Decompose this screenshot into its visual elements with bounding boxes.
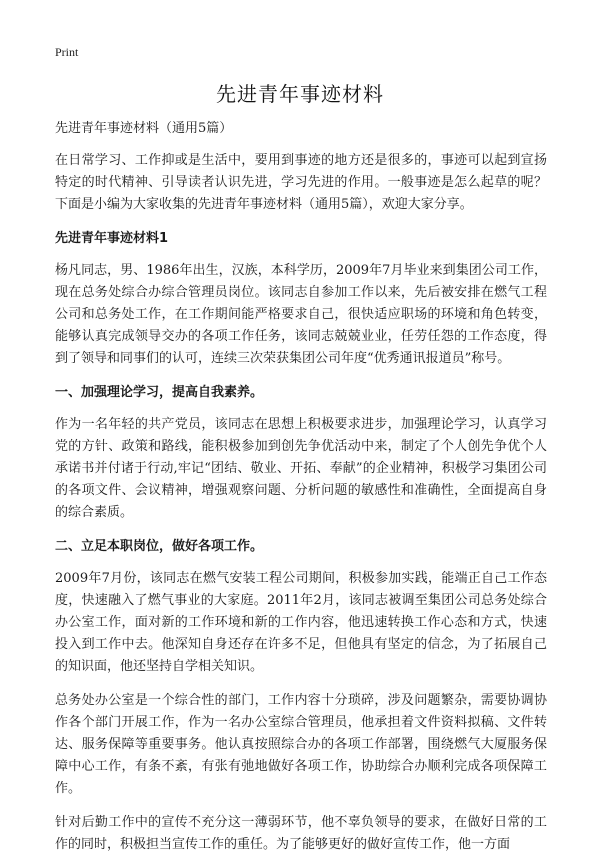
document-title: 先进青年事迹材料 [216,82,384,106]
section-heading-work: 二、立足本职岗位，做好各项工作。 [55,539,264,554]
print-link[interactable]: Print [55,45,79,59]
paragraph-work-history: 2009年7月份，该同志在燃气安装工程公司期间，积极参加实践，能端正自己工作态度，快速融入了燃气事业的大家庭。2011年2月，该同志被调至集团公司总务处综合办公室工作，面对新的工作环境和新的工作内容，他迅速转换工作心态和方式，快速投入到工作中去。他深知自身还存在许多不足，但他具有坚定的信念，为了拓展自己的知识面，他还坚持自学相关知识。 [55,571,547,674]
article-heading: 先进青年事迹材料1 [55,231,169,246]
paragraph-publicity: 针对后勤工作中的宣传不充分这一薄弱环节，他不辜负领导的要求，在做好日常的工作的同时，积极担当宣传工作的重任。为了能够更好的做好宣传工作，他一方面 [55,815,547,852]
document-body [55,118,547,868]
document-subtitle: 先进青年事迹材料（通用5篇） [55,121,233,136]
paragraph-office-duties: 总务处办公室是一个综合性的部门，工作内容十分琐碎，涉及问题繁杂，需要协调协作各个部门开展工作，作为一名办公室综合管理员，他承担着文件资料拟稿、文件转达、服务保障等重要事务。他认真按照综合办的各项工作部署，围绕燃气大厦服务保障中心工作，有条不紊，有张有弛地做好各项工作，协助综合办顺利完成各项保障工作。 [55,693,547,796]
intro-paragraph: 在日常学习、工作抑或是生活中，要用到事迹的地方还是很多的，事迹可以起到宣扬特定的时代精神、引导读者认识先进，学习先进的作用。一般事迹是怎么起草的呢？下面是小编为大家收集的先进青年事迹材料（通用5篇），欢迎大家分享。 [55,153,547,212]
paragraph-profile: 杨凡同志，男、1986年出生，汉族，本科学历，2009年7月毕业来到集团公司工作，现在总务处综合办综合管理员岗位。该同志自参加工作以来，先后被安排在燃气工程公司和总务处工作，在工作期间能严格要求自己，很快适应职场的环境和角色转变，能够认真完成领导交办的各项工作任务，该同志兢兢业业，任劳任怨的工作态度，得到了领导和同事们的认可，连续三次荣获集团公司年度“优秀通讯报道员”称号。 [55,263,547,366]
section-heading-theory: 一、加强理论学习，提高自我素养。 [55,385,264,400]
paragraph-theory: 作为一名年轻的共产党员，该同志在思想上积极要求进步，加强理论学习，认真学习党的方针、政策和路线，能积极参加到创先争优活动中来，制定了个人创先争优个人承诺书并付诸于行动,牢记“团结、敬业、开拓、奉献”的企业精神，积极学习集团公司的各项文件、会议精神，增强观察问题、分析问题的敏感性和准确性，全面提高自身的综合素质。 [55,417,547,520]
